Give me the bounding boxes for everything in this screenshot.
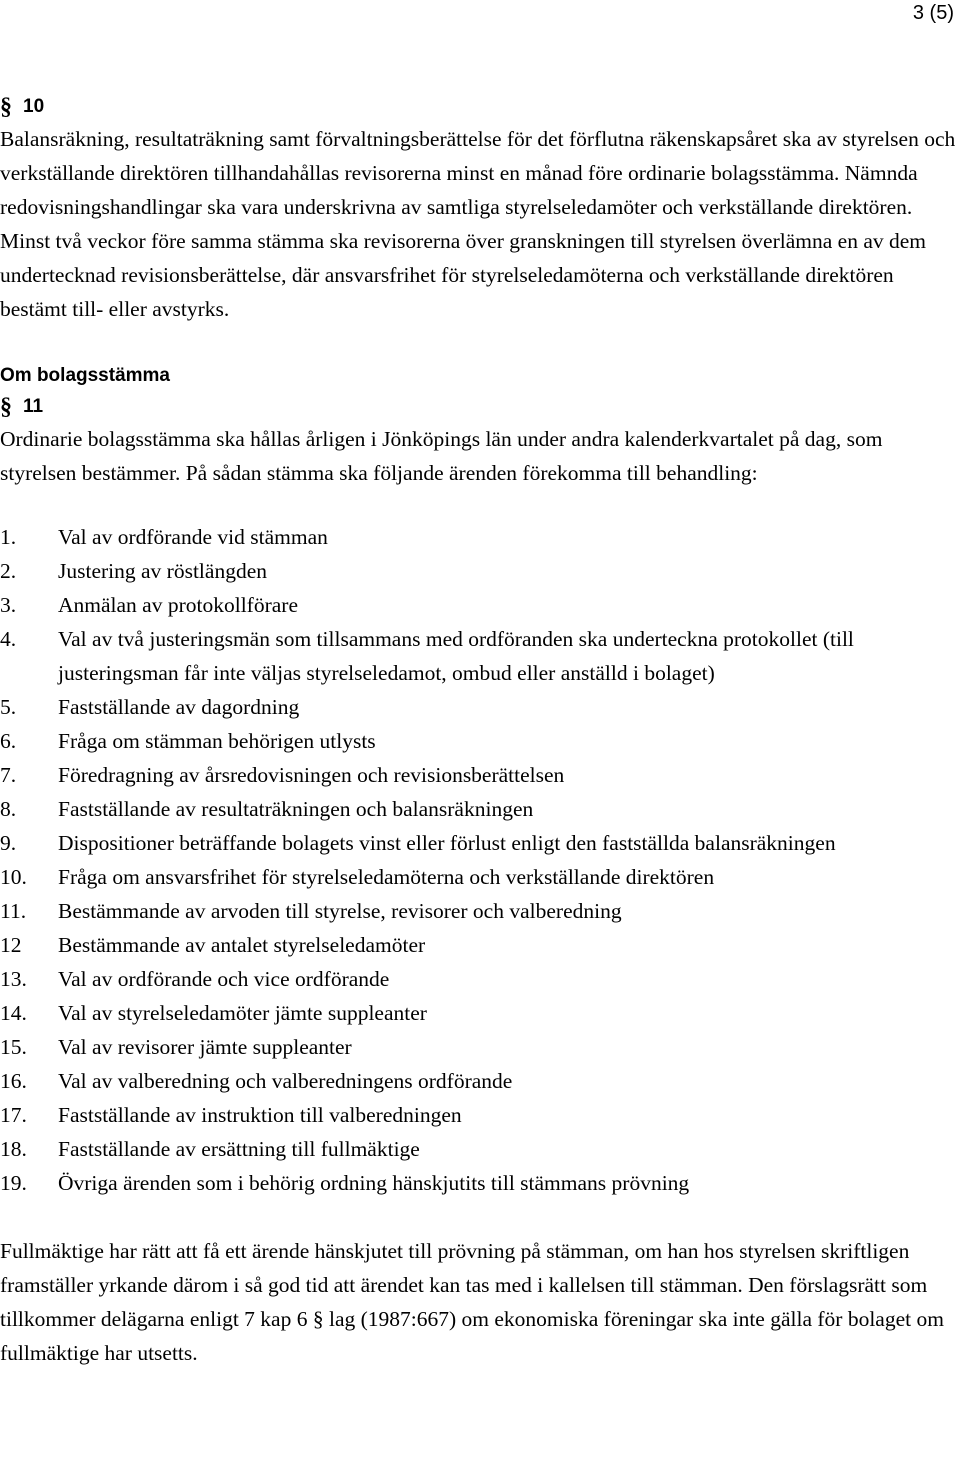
list-item-text: Fråga om ansvarsfrihet för styrelseledamöterna och verkställande direktören [58,865,715,889]
list-item [0,1030,960,1064]
list-item-text: Val av två justeringsmän som tillsammans med ordföranden ska underteckna protokollet (till justeringsman får inte väljas styrelseledamot, ombud eller anställd i bolaget) [58,627,854,685]
list-item-text: Fastställande av ersättning till fullmäktige [58,1137,420,1161]
list-item-number: 9. [0,831,17,855]
list-item [0,826,960,860]
list-item-number: 15. [0,1035,27,1059]
list-item-number: 5. [0,695,17,719]
list-item-text: Fastställande av resultaträkningen och balansräkningen [58,797,534,821]
list-item-text: Bestämmande av arvoden till styrelse, revisorer och valberedning [58,899,622,923]
list-item [0,622,960,690]
list-item [0,724,960,758]
list-item-text: Anmälan av protokollförare [58,593,298,617]
list-item [0,1132,960,1166]
section-sign: § [0,394,12,420]
list-item [0,520,960,554]
list-item-number: 7. [0,763,17,787]
list-item [0,1166,960,1200]
list-item-number: 13. [0,967,27,991]
list-item-number: 14. [0,1001,27,1025]
list-item-text: Val av revisorer jämte suppleanter [58,1035,352,1059]
om-bolagsstamma-heading: Om bolagsstämma [0,365,170,386]
list-item-number: 19. [0,1171,27,1195]
section-11-text: Ordinarie bolagsstämma ska hållas årligen i Jönköpings län under andra kalenderkvartalet på dag, som styrelsen bestämmer. På sådan stämma ska följande ärenden förekomma till behandling: [0,427,883,485]
list-item-number: 18. [0,1137,27,1161]
section-number: 10 [23,96,45,117]
list-item [0,928,960,962]
section-10-text: Balansräkning, resultaträkning samt förvaltningsberättelse för det förflutna räkenskapsåret ska av styrelsen och verkställande direktören tillhandahållas revisorerna minst en månad före ordinarie bolagsstämma. Nämnda redovisningshandlingar ska vara underskrivna av samtliga styrelseledamöter och verkställande direktören. Minst två veckor före samma stämma ska revisorerna över granskningen till styrelsen överlämna en av dem undertecknad revisionsberättelse, där ansvarsfrihet för styrelseledamöterna och verkställande direktören bestämt till- eller avstyrks. [0,127,956,321]
list-item-number: 16. [0,1069,27,1093]
list-item-text: Övriga ärenden som i behörig ordning hänskjutits till stämmans prövning [58,1171,690,1195]
list-item-text: Val av valberedning och valberedningens ordförande [58,1069,513,1093]
list-item-number: 11. [0,899,27,923]
list-item [0,962,960,996]
list-item [0,792,960,826]
list-item-number: 6. [0,729,17,753]
section-10-heading [0,92,960,122]
list-item-number: 8. [0,797,17,821]
list-item-text: Fastställande av dagordning [58,695,300,719]
list-item [0,1064,960,1098]
list-item-number: 4. [0,627,17,651]
final-paragraph: Fullmäktige har rätt att få ett ärende hänskjutet till prövning på stämman, om han hos styrelsen skriftligen framställer yrkande därom i så god tid att ärendet kan tas med i kallelsen till stämman. Den förslagsrätt som tillkommer delägarna enligt 7 kap 6 § lag (1987:667) om ekonomiska föreningar ska inte gälla för bolaget om fullmäktige har utsetts. [0,1239,944,1365]
list-item-text: Val av ordförande och vice ordförande [58,967,390,991]
list-item [0,860,960,894]
agenda-list [0,520,960,1200]
list-item-text: Val av ordförande vid stämman [58,525,328,549]
list-item [0,758,960,792]
list-item [0,690,960,724]
section-sign: § [0,94,12,120]
section-11-heading [0,392,960,422]
list-item-number: 2. [0,559,17,583]
document-body [0,92,960,1370]
list-item-text: Dispositioner beträffande bolagets vinst eller förlust enligt den fastställda balansräkningen [58,831,836,855]
list-item [0,996,960,1030]
list-item-number: 3. [0,593,17,617]
list-item [0,894,960,928]
list-item-text: Justering av röstlängden [58,559,267,583]
page-number: 3 (5) [912,2,954,24]
list-item-number: 1. [0,525,17,549]
list-item [0,554,960,588]
list-item-number: 17. [0,1103,27,1127]
list-item-number: 10. [0,865,27,889]
list-item-text: Val av styrelseledamöter jämte suppleanter [58,1001,427,1025]
list-item-text: Fråga om stämman behörigen utlysts [58,729,376,753]
list-item [0,588,960,622]
list-item-text: Fastställande av instruktion till valberedningen [58,1103,462,1127]
section-number: 11 [23,396,44,417]
list-item-text: Bestämmande av antalet styrelseledamöter [58,933,426,957]
list-item-text: Föredragning av årsredovisningen och revisionsberättelsen [58,763,565,787]
list-item [0,1098,960,1132]
list-item-number: 12 [0,933,22,957]
